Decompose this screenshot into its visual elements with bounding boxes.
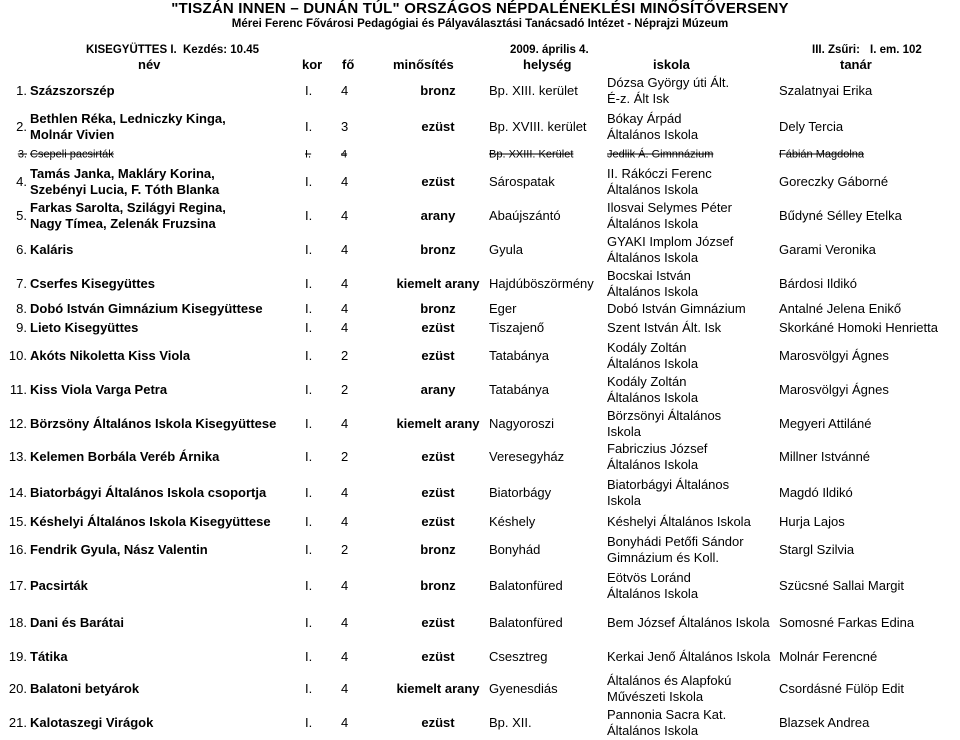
- rating: bronz: [420, 242, 456, 257]
- school-line: Bonyhádi Petőfi Sándor: [607, 533, 744, 549]
- table-row: [0, 233, 960, 267]
- ensemble-name-line: Lieto Kisegyüttes: [30, 319, 139, 335]
- school-line: Bókay Árpád: [607, 110, 682, 126]
- town: Bp. XIII. kerület: [489, 83, 578, 98]
- age-group: I.: [305, 578, 313, 593]
- school: [607, 166, 712, 198]
- row-number: 4.: [16, 173, 27, 189]
- col-header-kor: kor: [302, 57, 323, 72]
- row-number: 1.: [16, 83, 27, 98]
- school-line: Általános Iskola: [607, 181, 699, 197]
- ensemble-name: [30, 649, 68, 665]
- member-count: 4: [341, 208, 349, 223]
- col-header-minosites: minősítés: [393, 57, 454, 72]
- ensemble-name-line: Biatorbágyi Általános Iskola csoportja: [30, 484, 267, 500]
- age-group: I.: [305, 242, 313, 257]
- table-row: [0, 440, 960, 474]
- town: Biatorbágy: [489, 484, 552, 500]
- school-line: Eötvös Loránd: [607, 570, 691, 585]
- town: Gyula: [489, 242, 523, 257]
- member-count: 4: [341, 242, 349, 257]
- member-count: 4: [341, 578, 349, 593]
- school-line: Késhelyi Általános Iskola: [607, 513, 751, 529]
- school: [607, 148, 713, 161]
- rating: ezüst: [421, 173, 455, 189]
- row-number: 19.: [8, 648, 27, 664]
- age-group: I.: [305, 382, 313, 397]
- age-group: I.: [305, 347, 313, 363]
- ensemble-name-line: Kaláris: [30, 242, 74, 257]
- school-line: Általános Iskola: [607, 457, 699, 472]
- school-line: Pannonia Sacra Kat.: [607, 706, 727, 722]
- ensemble-name-line: Börzsöny Általános Iskola Kisegyüttese: [30, 415, 277, 431]
- category-label: KISEGYÜTTES I.: [86, 44, 177, 56]
- ensemble-name-line: Cserfes Kisegyüttes: [30, 275, 155, 291]
- ensemble-name-line: Farkas Sarolta, Szilágyi Regina,: [30, 200, 226, 215]
- rating: arany: [420, 382, 456, 397]
- teacher: Marosvölgyi Ágnes: [779, 347, 889, 363]
- row-number: 12.: [8, 415, 27, 431]
- table-row: [0, 407, 960, 440]
- row-number: 3.: [17, 148, 27, 160]
- row-number: 16.: [8, 541, 27, 557]
- rating: bronz: [420, 83, 456, 98]
- table-row: [0, 474, 960, 511]
- age-group: I.: [305, 173, 313, 189]
- col-header-nev: név: [138, 57, 161, 72]
- town: Tatabánya: [489, 382, 549, 397]
- teacher: Fábián Magdolna: [779, 148, 865, 160]
- teacher: Hurja Lajos: [779, 513, 845, 529]
- table-row: [0, 267, 960, 300]
- ensemble-name: [30, 449, 219, 465]
- teacher: Szalatnyai Erika: [779, 83, 873, 98]
- member-count: 4: [341, 680, 349, 696]
- school-line: Általános Iskola: [607, 390, 699, 405]
- row-number: 13.: [8, 449, 27, 464]
- ensemble-name-line: Szebényi Lucia, F. Tóth Blanka: [30, 181, 220, 197]
- ensemble-name: [30, 148, 114, 161]
- teacher: Garami Veronika: [779, 242, 876, 257]
- rating: kiemelt arany: [396, 275, 480, 291]
- school-line: Művészeti Iskola: [607, 688, 704, 704]
- table-row: [0, 317, 960, 338]
- ensemble-name: [30, 83, 115, 99]
- school-line: Ilosvai Selymes Péter: [607, 200, 732, 215]
- member-count: 4: [341, 275, 349, 291]
- school-line: Általános Iskola: [607, 250, 699, 265]
- school-line: Bem József Általános Iskola: [607, 615, 770, 630]
- school: [607, 570, 698, 602]
- ensemble-name-line: Késhelyi Általános Iskola Kisegyüttese: [30, 513, 271, 529]
- ensemble-name-line: Kalotaszegi Virágok: [30, 714, 154, 730]
- age-group: I.: [305, 449, 313, 464]
- member-count: 4: [341, 300, 349, 316]
- ensemble-name-line: Bethlen Réka, Ledniczky Kinga,: [30, 110, 226, 126]
- ensemble-name: [30, 514, 271, 530]
- row-number: 14.: [8, 484, 27, 500]
- ensemble-name: [30, 111, 226, 143]
- table-row: [0, 373, 960, 407]
- teacher: Szücsné Sallai Margit: [779, 578, 904, 593]
- ensemble-name: [30, 382, 167, 398]
- school-line: Fabriczius József: [607, 441, 708, 456]
- table-row: [0, 511, 960, 532]
- town: Hajdúböszörmény: [489, 275, 594, 291]
- school: [607, 673, 731, 705]
- rating: bronz: [420, 300, 456, 316]
- school: [607, 408, 721, 440]
- school-line: Iskola: [607, 492, 641, 508]
- school: [607, 268, 698, 300]
- row-number: 9.: [16, 319, 27, 335]
- teacher: Magdó Ildikó: [779, 484, 853, 500]
- teacher: Stargl Szilvia: [779, 541, 855, 557]
- school-line: Általános Iskola: [607, 355, 699, 371]
- member-count: 2: [341, 347, 349, 363]
- school-line: Gimnázium és Koll.: [607, 549, 719, 565]
- school-line: Biatorbágyi Általános: [607, 476, 730, 492]
- table-row: [0, 199, 960, 233]
- rating: arany: [420, 208, 456, 223]
- col-header-fo: fő: [342, 57, 355, 72]
- member-count: 2: [341, 449, 349, 464]
- school-line: Szent István Ált. Isk: [607, 319, 722, 335]
- table-row: [0, 300, 960, 317]
- start-time: Kezdés: 10.45: [183, 44, 260, 56]
- ensemble-name-line: Dani és Barátai: [30, 615, 124, 630]
- rating: ezüst: [421, 449, 455, 464]
- teacher: Csordásné Fülöp Edit: [779, 680, 905, 696]
- row-number: 17.: [8, 578, 27, 593]
- teacher: Dely Tercia: [779, 118, 844, 134]
- column-header-row: [0, 57, 960, 73]
- school: [607, 477, 729, 509]
- town: Abaújszántó: [489, 208, 561, 223]
- school-line: Dobó István Gimnázium: [607, 300, 746, 316]
- ensemble-name-line: Dobó István Gimnázium Kisegyüttese: [30, 300, 263, 316]
- row-number: 8.: [16, 300, 27, 316]
- school-line: Kerkai Jenő Általános Iskola: [607, 648, 771, 664]
- ensemble-name-line: Tamás Janka, Makláry Korina,: [30, 165, 215, 181]
- school-line: Általános Iskola: [607, 586, 699, 601]
- ensemble-name: [30, 615, 124, 631]
- age-group: I.: [305, 275, 313, 291]
- teacher: Goreczky Gáborné: [779, 173, 889, 189]
- row-number: 15.: [8, 513, 27, 529]
- teacher: Bárdosi Ildikó: [779, 275, 858, 291]
- member-count: 4: [341, 484, 349, 500]
- row-number: 7.: [16, 275, 27, 291]
- member-count: 2: [341, 541, 349, 557]
- school-line: Általános Iskola: [607, 216, 699, 231]
- town: Csesztreg: [489, 648, 548, 664]
- age-group: I.: [305, 118, 313, 134]
- row-number: 21.: [8, 714, 27, 730]
- school: [607, 301, 746, 317]
- ensemble-name-line: Kiss Viola Varga Petra: [30, 382, 168, 397]
- age-group: I.: [305, 148, 312, 160]
- table-row: [0, 532, 960, 567]
- school: [607, 200, 732, 232]
- table-row: [0, 672, 960, 705]
- ensemble-name-line: Százszorszép: [30, 83, 115, 98]
- school-line: II. Rákóczi Ferenc: [607, 165, 712, 181]
- town: Sárospatak: [489, 173, 555, 189]
- rating: kiemelt arany: [396, 680, 480, 696]
- school-line: Jedlik Á. Gimnnázium: [607, 148, 714, 160]
- member-count: 4: [341, 319, 349, 335]
- ensemble-name: [30, 578, 88, 594]
- table-row: [0, 145, 960, 164]
- school: [607, 649, 770, 665]
- ensemble-name-line: Molnár Vivien: [30, 126, 115, 142]
- ensemble-name: [30, 200, 226, 232]
- table-row: [0, 338, 960, 373]
- school: [607, 534, 744, 566]
- school: [607, 340, 698, 372]
- school-line: Iskola: [607, 423, 641, 439]
- member-count: 2: [341, 382, 349, 397]
- row-number: 2.: [16, 118, 27, 134]
- ensemble-name-line: Akóts Nikoletta Kiss Viola: [30, 347, 191, 363]
- teacher: Skorkáné Homoki Henrietta: [779, 319, 938, 335]
- teacher: Molnár Ferencné: [779, 648, 878, 664]
- rating: ezüst: [421, 714, 455, 730]
- town: Tatabánya: [489, 347, 549, 363]
- member-count: 4: [341, 148, 348, 160]
- town: Bp. XVIII. kerület: [489, 118, 587, 134]
- school: [607, 441, 707, 473]
- school: [607, 320, 721, 336]
- ensemble-name: [30, 276, 155, 292]
- age-group: I.: [305, 319, 313, 335]
- age-group: I.: [305, 208, 313, 223]
- col-header-helyseg: helység: [523, 57, 572, 72]
- rating: ezüst: [421, 347, 455, 363]
- town: Balatonfüred: [489, 615, 563, 630]
- school-line: Börzsönyi Általános: [607, 407, 722, 423]
- town: Eger: [489, 300, 517, 316]
- age-group: I.: [305, 415, 313, 431]
- teacher: Marosvölgyi Ágnes: [779, 382, 889, 397]
- member-count: 3: [341, 118, 349, 134]
- age-group: I.: [305, 83, 313, 98]
- teacher: Millner Istvánné: [779, 449, 871, 464]
- school-line: Kodály Zoltán: [607, 374, 687, 389]
- school-line: Általános Iskola: [607, 283, 699, 299]
- town: Bp. XXIII. Kerület: [489, 148, 574, 160]
- document-title: "TISZÁN INNEN – DUNÁN TÚL" ORSZÁGOS NÉPDALÉNEKLÉSI MINŐSÍTŐVERSENY: [171, 0, 789, 17]
- town: Gyenesdiás: [489, 680, 558, 696]
- table-row: [0, 605, 960, 641]
- ensemble-name-line: Kelemen Borbála Veréb Árnika: [30, 449, 220, 464]
- school: [607, 374, 698, 406]
- rating: ezüst: [421, 118, 455, 134]
- room-label: I. em. 102: [870, 44, 922, 56]
- row-number: 6.: [16, 242, 27, 257]
- event-date: 2009. április 4.: [510, 44, 589, 56]
- teacher: Bűdyné Sélley Etelka: [779, 208, 902, 223]
- ensemble-name: [30, 542, 208, 558]
- age-group: I.: [305, 484, 313, 500]
- document-subtitle: Mérei Ferenc Fővárosi Pedagógiai és Pályaválasztási Tanácsadó Intézet - Néprajzi Múzeum: [231, 18, 729, 30]
- rating: ezüst: [421, 319, 455, 335]
- jury-label: III. Zsűri:: [812, 44, 860, 56]
- rating: kiemelt arany: [396, 415, 480, 431]
- member-count: 4: [341, 714, 349, 730]
- ensemble-name-line: Pacsirták: [30, 578, 88, 593]
- age-group: I.: [305, 714, 313, 730]
- row-number: 11.: [9, 382, 27, 397]
- ensemble-name: [30, 242, 73, 258]
- teacher: Antalné Jelena Enikő: [779, 300, 902, 316]
- age-group: I.: [305, 513, 313, 529]
- school: [607, 514, 751, 530]
- age-group: I.: [305, 541, 313, 557]
- table-row: [0, 164, 960, 199]
- school-line: Általános Iskola: [607, 722, 699, 738]
- ensemble-name-line: Nagy Tímea, Zelenák Fruzsina: [30, 216, 216, 231]
- rating: ezüst: [421, 648, 455, 664]
- school-line: Általános és Alapfokú: [607, 672, 732, 688]
- rating: ezüst: [421, 615, 455, 630]
- ensemble-name: [30, 320, 138, 336]
- teacher: Somosné Farkas Edina: [779, 615, 915, 630]
- col-header-tanar: tanár: [840, 57, 872, 72]
- school-line: Dózsa György úti Ált.: [607, 75, 730, 90]
- age-group: I.: [305, 615, 313, 630]
- school: [607, 234, 733, 266]
- ensemble-name-line: Balatoni betyárok: [30, 680, 140, 696]
- town: Veresegyház: [489, 449, 565, 464]
- rating: ezüst: [421, 484, 455, 500]
- school: [607, 111, 698, 143]
- school-line: Bocskai István: [607, 267, 691, 283]
- table-row: [0, 108, 960, 145]
- member-count: 4: [341, 173, 349, 189]
- ensemble-name: [30, 715, 153, 731]
- ensemble-name: [30, 681, 139, 697]
- member-count: 4: [341, 615, 349, 630]
- table-row: [0, 74, 960, 108]
- row-number: 10.: [8, 347, 27, 363]
- ensemble-name-line: Tátika: [30, 648, 68, 664]
- rating: ezüst: [421, 513, 455, 529]
- school: [607, 75, 729, 107]
- age-group: I.: [305, 648, 313, 664]
- rating: bronz: [420, 541, 456, 557]
- town: Nagyoroszi: [489, 415, 555, 431]
- school: [607, 615, 770, 631]
- ensemble-name: [30, 166, 219, 198]
- ensemble-name-line: Fendrik Gyula, Nász Valentin: [30, 541, 208, 557]
- ensemble-name: [30, 301, 263, 317]
- col-header-iskola: iskola: [653, 57, 690, 72]
- town: Balatonfüred: [489, 578, 563, 593]
- row-number: 5.: [16, 208, 27, 223]
- table-row: [0, 705, 960, 740]
- member-count: 4: [341, 415, 349, 431]
- row-number: 20.: [8, 680, 27, 696]
- age-group: I.: [305, 300, 313, 316]
- member-count: 4: [341, 83, 349, 98]
- table-row: [0, 567, 960, 605]
- school: [607, 707, 726, 739]
- ensemble-name-line: Csepeli pacsirták: [30, 148, 114, 160]
- teacher: Megyeri Attiláné: [779, 415, 872, 431]
- school-line: É-z. Ált Isk: [607, 91, 670, 106]
- town: Késhely: [489, 513, 536, 529]
- town: Bp. XII.: [489, 714, 532, 730]
- town: Bonyhád: [489, 541, 541, 557]
- school-line: Kodály Zoltán: [607, 339, 687, 355]
- school-line: GYAKI Implom József: [607, 234, 734, 249]
- table-row: [0, 641, 960, 672]
- ensemble-name: [30, 485, 266, 501]
- ensemble-name: [30, 348, 190, 364]
- ensemble-name: [30, 416, 276, 432]
- rating: bronz: [420, 578, 456, 593]
- age-group: I.: [305, 680, 313, 696]
- teacher: Blazsek Andrea: [779, 714, 870, 730]
- town: Tiszajenő: [489, 319, 545, 335]
- event-info-line: [0, 43, 960, 57]
- school-line: Általános Iskola: [607, 126, 699, 142]
- member-count: 4: [341, 513, 349, 529]
- member-count: 4: [341, 648, 349, 664]
- row-number: 18.: [8, 615, 27, 630]
